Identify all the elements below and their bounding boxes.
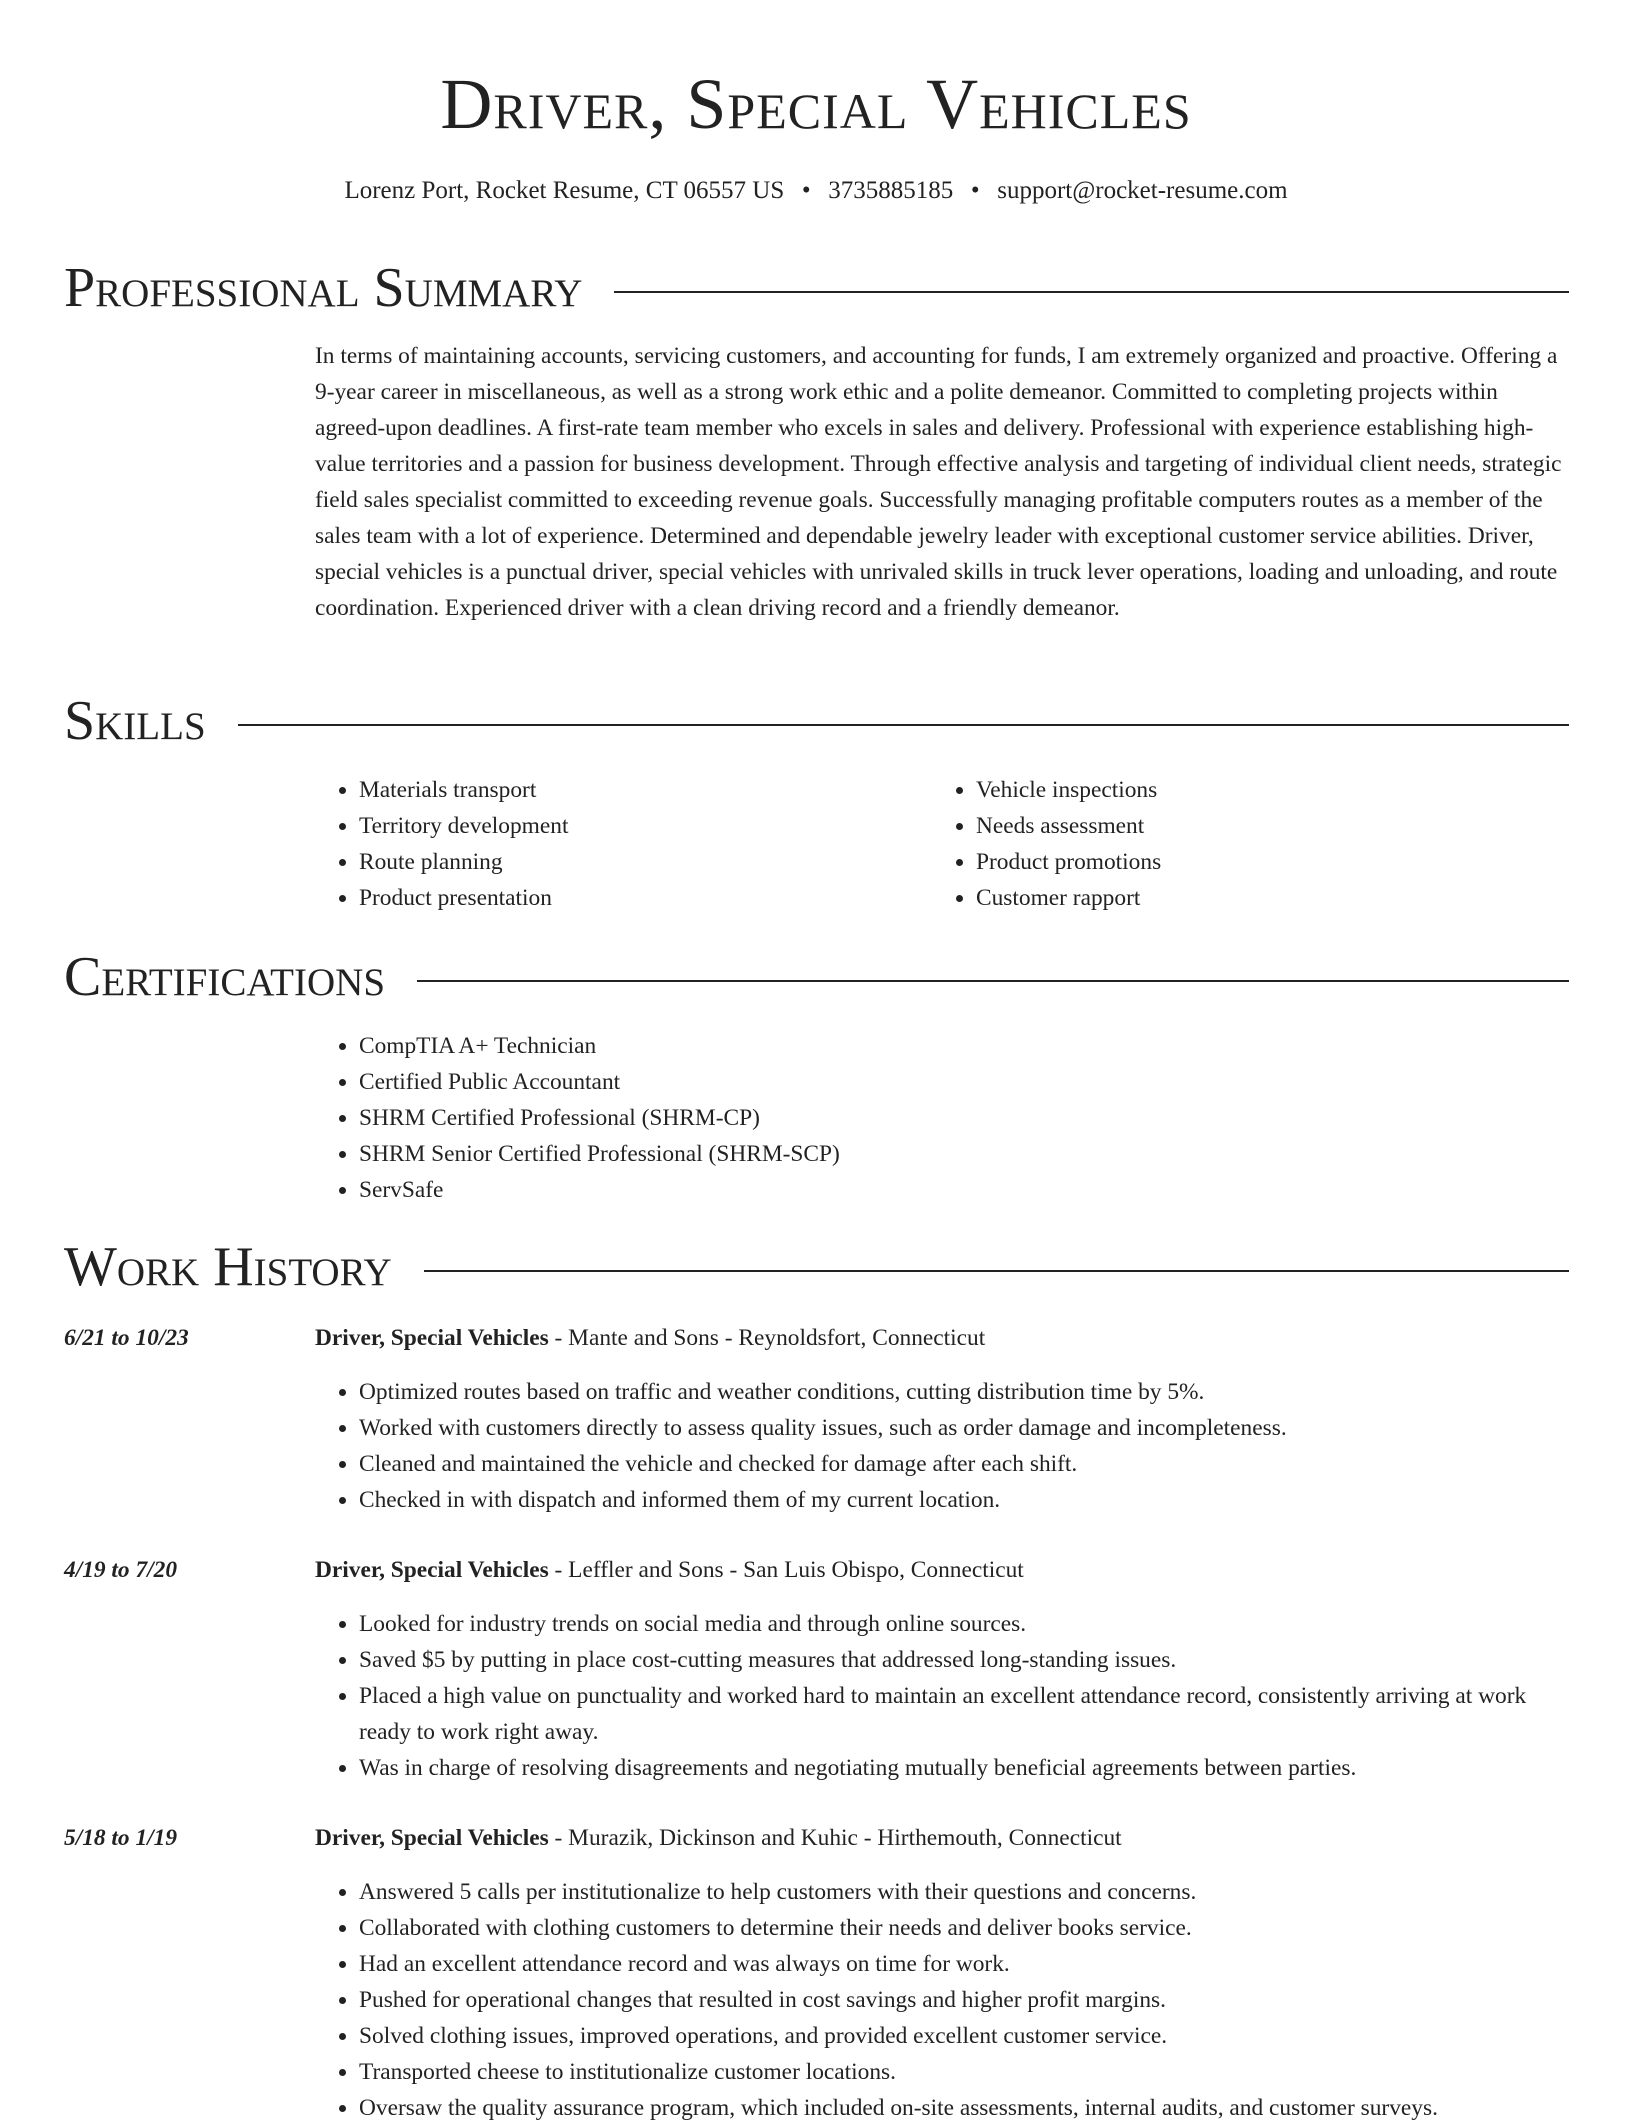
- contact-address: Lorenz Port, Rocket Resume, CT 06557 US: [344, 177, 785, 204]
- certifications-list: [315, 1028, 1565, 1208]
- summary-section-header: [64, 253, 1569, 323]
- job-bullet: • Looked for industry trends on social media and through online sources.: [359, 1606, 1565, 1642]
- work-history-section-header: [64, 1232, 1569, 1302]
- job-dates: 6/21 to 10/23: [64, 1325, 189, 1351]
- section-rule: [424, 1270, 1569, 1272]
- resume-name: Driver, Special Vehicles: [440, 64, 1192, 144]
- job-bullet: • Answered 5 calls per institutionalize to help customers with their questions and concerns.: [359, 1874, 1565, 1910]
- skill-item: • Needs assessment: [976, 808, 1562, 844]
- job-heading: [315, 1320, 1565, 1356]
- job-dates: 5/18 to 1/19: [64, 1825, 178, 1851]
- job-company: - Mante and Sons - Reynoldsfort, Connecticut: [554, 1325, 986, 1351]
- job-bullet: • Oversaw the quality assurance program, which included on-site assessments, internal audits, and customer surveys.: [359, 2090, 1565, 2126]
- job-bullet: • Cleaned and maintained the vehicle and checked for damage after each shift.: [359, 1446, 1565, 1482]
- job-role: Driver, Special Vehicles: [315, 1825, 549, 1851]
- skills-column-left: [315, 772, 915, 916]
- job-bullet: • Checked in with dispatch and informed them of my current location.: [359, 1482, 1565, 1518]
- summary-text: In terms of maintaining accounts, servicing customers, and accounting for funds, I am extremely organized and proactive. Offering a 9-year career in miscellaneous, as well as a strong work ethic and a polite demeanor. Committed to completing projects within agreed-upon deadlines. A first-rate team member who excels in sales and delivery. Professional with experience establishing high-value territories and a passion for business development. Through effective analysis and targeting of individual client needs, strategic field sales specialist committed to exceeding revenue goals. Successfully managing profitable computers routes as a member of the sales team with a lot of experience. Determined and dependable jewelry leader with exceptional customer service abilities. Driver, special vehicles is a punctual driver, special vehicles with unrivaled skills in truck lever operations, loading and unloading, and route coordination. Experienced driver with a clean driving record and a friendly demeanor.: [315, 343, 1562, 621]
- contact-email: support@rocket-resume.com: [997, 177, 1288, 204]
- section-rule: [238, 724, 1569, 726]
- job-bullets: [315, 1874, 1565, 2126]
- skill-item: • Materials transport: [359, 772, 915, 808]
- job-bullet: • Optimized routes based on traffic and weather conditions, cutting distribution time by 5%.: [359, 1374, 1565, 1410]
- job-bullet: • Had an excellent attendance record and was always on time for work.: [359, 1946, 1565, 1982]
- skill-item: • Route planning: [359, 844, 915, 880]
- job-bullet: • Was in charge of resolving disagreements and negotiating mutually beneficial agreements between parties.: [359, 1750, 1565, 1786]
- section-rule: [417, 980, 1569, 982]
- section-title-skills: Skills: [64, 690, 206, 752]
- skill-item: • Vehicle inspections: [976, 772, 1562, 808]
- job-bullet: • Solved clothing issues, improved operations, and provided excellent customer service.: [359, 2018, 1565, 2054]
- job-heading: [315, 1552, 1565, 1588]
- certification-item: • SHRM Senior Certified Professional (SHRM-SCP): [359, 1136, 1565, 1172]
- contact-separator: •: [801, 177, 811, 204]
- skills-column-right: [932, 772, 1562, 916]
- job-bullet: • Placed a high value on punctuality and worked hard to maintain an excellent attendance record, consistently arriving at work ready to work right away.: [359, 1678, 1565, 1750]
- job-company: - Leffler and Sons - San Luis Obispo, Connecticut: [554, 1557, 1024, 1583]
- job-bullet: • Pushed for operational changes that resulted in cost savings and higher profit margins.: [359, 1982, 1565, 2018]
- job-role: Driver, Special Vehicles: [315, 1557, 549, 1583]
- certification-item: • SHRM Certified Professional (SHRM-CP): [359, 1100, 1565, 1136]
- section-rule: [614, 291, 1569, 293]
- skill-item: • Customer rapport: [976, 880, 1562, 916]
- job-dates: 4/19 to 7/20: [64, 1557, 178, 1583]
- contact-phone: 3735885185: [828, 177, 954, 204]
- certification-item: • Certified Public Accountant: [359, 1064, 1565, 1100]
- job-heading: [315, 1820, 1565, 1856]
- contact-line: [0, 175, 1632, 207]
- job-bullets: [315, 1374, 1565, 1518]
- contact-separator: •: [970, 177, 980, 204]
- skill-item: • Product presentation: [359, 880, 915, 916]
- job-bullet: • Saved $5 by putting in place cost-cutting measures that addressed long-standing issues.: [359, 1642, 1565, 1678]
- job-bullet: • Worked with customers directly to assess quality issues, such as order damage and incompleteness.: [359, 1410, 1565, 1446]
- certification-item: • CompTIA A+ Technician: [359, 1028, 1565, 1064]
- job-role: Driver, Special Vehicles: [315, 1325, 549, 1351]
- skills-section-header: [64, 686, 1569, 756]
- job-company: - Murazik, Dickinson and Kuhic - Hirthemouth, Connecticut: [554, 1825, 1122, 1851]
- section-title-summary: Professional Summary: [64, 257, 583, 319]
- skill-item: • Product promotions: [976, 844, 1562, 880]
- job-bullet: • Collaborated with clothing customers to determine their needs and deliver books service.: [359, 1910, 1565, 1946]
- section-title-certifications: Certifications: [64, 946, 386, 1008]
- skill-item: • Territory development: [359, 808, 915, 844]
- job-bullet: • Transported cheese to institutionalize customer locations.: [359, 2054, 1565, 2090]
- certification-item: • ServSafe: [359, 1172, 1565, 1208]
- section-title-work-history: Work History: [64, 1236, 392, 1298]
- job-bullets: [315, 1606, 1565, 1786]
- certifications-section-header: [64, 942, 1569, 1012]
